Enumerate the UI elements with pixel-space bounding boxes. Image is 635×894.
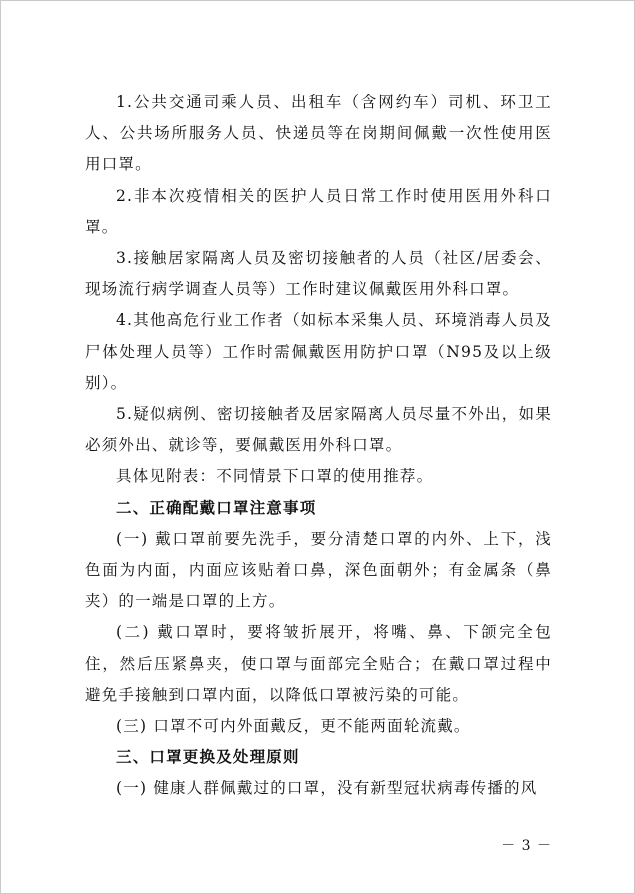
paragraph-2: 2.非本次疫情相关的医护人员日常工作时使用医用外科口罩。 (85, 186, 552, 236)
document-body (85, 87, 552, 805)
paragraph-1: 1.公共交通司乘人员、出租车（含网约车）司机、环卫工人、公共场所服务人员、快递员等在岗期间佩戴一次性使用医用口罩。 (85, 93, 552, 174)
paragraph-5: 5.疑似病例、密切接触者及居家隔离人员尽量不外出，如果必须外出、就诊等，要佩戴医用外科口罩。 (85, 405, 552, 455)
appendix-note: 具体见附表：不同情景下口罩的使用推荐。 (116, 467, 434, 486)
page-number: － 3 － (501, 838, 552, 854)
paragraph-4: 4.其他高危行业工作者（如标本采集人员、环境消毒人员及尸体处理人员等）工作时需佩戴医用防护口罩（N95及以上级别）。 (85, 311, 552, 392)
section2-item-2: (二) 戴口罩时，要将皱折展开，将嘴、鼻、下颌完全包住，然后压紧鼻夹，使口罩与面部完全贴合；在戴口罩过程中避免手接触到口罩内面，以降低口罩被污染的可能。 (85, 623, 552, 704)
section2-item-1: (一) 戴口罩前要先洗手，要分清楚口罩的内外、上下，浅色面为内面，内面应该贴着口鼻，深色面朝外；有金属条（鼻夹）的一端是口罩的上方。 (85, 529, 552, 611)
section2-item-3: (三) 口罩不可内外面戴反，更不能两面轮流戴。 (116, 717, 471, 736)
section3-item-1: (一) 健康人群佩戴过的口罩，没有新型冠状病毒传播的风 (116, 779, 538, 798)
section-heading-3: 三、口罩更换及处理原则 (116, 748, 300, 767)
paragraph-3: 3.接触居家隔离人员及密切接触者的人员（社区/居委会、现场流行病学调查人员等）工作时建议佩戴医用外科口罩。 (85, 249, 552, 299)
section-heading-2: 二、正确配戴口罩注意事项 (116, 498, 317, 517)
